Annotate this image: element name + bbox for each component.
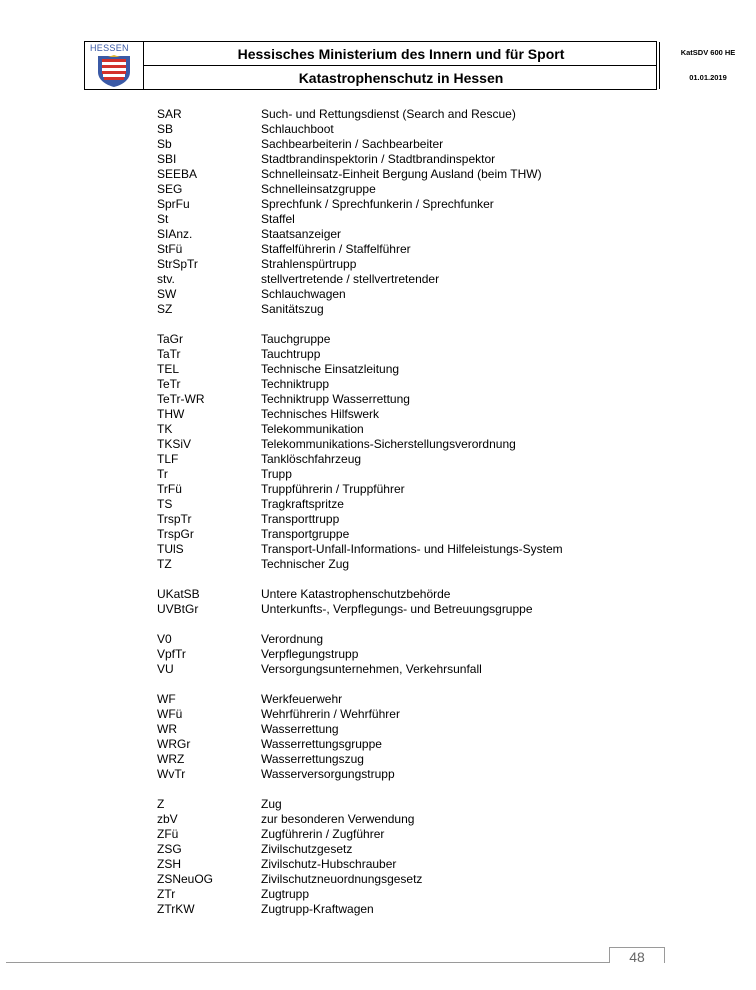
abbreviation-row (157, 377, 577, 392)
abbreviation-definition: stellvertretende / stellvertretender (261, 272, 440, 286)
abbreviation-row (157, 767, 577, 782)
abbreviation-term: TaTr (157, 347, 181, 361)
abbreviation-row (157, 122, 577, 137)
abbreviation-definition: Staffelführerin / Staffelführer (261, 242, 411, 256)
abbreviation-definition: Sanitätszug (261, 302, 324, 316)
abbreviation-term: WRGr (157, 737, 191, 751)
abbreviation-row (157, 347, 577, 362)
abbreviation-definition: zur besonderen Verwendung (261, 812, 415, 826)
abbreviation-definition: Stadtbrandinspektorin / Stadtbrandinspektor (261, 152, 496, 166)
abbreviation-definition: Untere Katastrophenschutzbehörde (261, 587, 451, 601)
abbreviation-row (157, 647, 577, 662)
abbreviation-definition: Wehrführerin / Wehrführer (261, 707, 400, 721)
abbreviation-row (157, 887, 577, 902)
abbreviation-term: VU (157, 662, 174, 676)
abbreviation-row (157, 452, 577, 467)
abbreviation-definition: Zug (261, 797, 282, 811)
abbreviation-definition: Technische Einsatzleitung (261, 362, 400, 376)
abbreviation-row (157, 752, 577, 767)
abbreviation-row (157, 542, 577, 557)
abbreviation-definition: Zugführerin / Zugführer (261, 827, 385, 841)
abbreviation-term: UKatSB (157, 587, 200, 601)
abbreviation-row (157, 287, 577, 302)
abbreviation-definition: Wasserversorgungstrupp (261, 767, 395, 781)
abbreviation-term: Sb (157, 137, 172, 151)
abbreviation-term: stv. (157, 272, 175, 286)
abbreviation-term: ZFü (157, 827, 179, 841)
abbreviation-row (157, 902, 577, 917)
abbreviation-row (157, 872, 577, 887)
abbreviation-definition: Strahlenspürtrupp (261, 257, 357, 271)
abbreviation-row (157, 707, 577, 722)
abbreviation-definition: Telekommunikation (261, 422, 364, 436)
abbreviation-definition: Schnelleinsatz-Einheit Bergung Ausland (beim THW) (261, 167, 542, 181)
abbreviation-definition: Tanklöschfahrzeug (261, 452, 362, 466)
page-number: 48 (629, 949, 645, 965)
abbreviation-row (157, 182, 577, 197)
abbreviation-list (157, 107, 577, 917)
abbreviation-term: WF (157, 692, 176, 706)
abbreviation-row (157, 212, 577, 227)
abbreviation-definition: Schlauchwagen (261, 287, 346, 301)
abbreviation-row (157, 827, 577, 842)
hessen-coat-of-arms-icon (94, 54, 134, 88)
abbreviation-term: WRZ (157, 752, 185, 766)
abbreviation-definition: Zivilschutz-Hubschrauber (261, 857, 397, 871)
group-spacer (157, 617, 577, 632)
abbreviation-row (157, 332, 577, 347)
abbreviation-row (157, 152, 577, 167)
abbreviation-row (157, 497, 577, 512)
abbreviation-row (157, 692, 577, 707)
abbreviation-definition: Zugtrupp (261, 887, 310, 901)
abbreviation-row (157, 587, 577, 602)
header-divider (143, 65, 656, 66)
abbreviation-row (157, 512, 577, 527)
abbreviation-term: SB (157, 122, 174, 136)
abbreviation-row (157, 437, 577, 452)
abbreviation-term: TrspGr (157, 527, 194, 541)
abbreviation-row (157, 137, 577, 152)
abbreviation-definition: Schlauchboot (261, 122, 334, 136)
abbreviation-row (157, 482, 577, 497)
abbreviation-term: Z (157, 797, 165, 811)
abbreviation-term: SprFu (157, 197, 190, 211)
abbreviation-row (157, 557, 577, 572)
group-spacer (157, 317, 577, 332)
group-spacer (157, 782, 577, 797)
abbreviation-row (157, 407, 577, 422)
abbreviation-term: WvTr (157, 767, 186, 781)
abbreviation-row (157, 422, 577, 437)
abbreviation-term: TZ (157, 557, 172, 571)
abbreviation-term: TEL (157, 362, 180, 376)
footer-rule (6, 962, 609, 963)
abbreviation-row (157, 737, 577, 752)
abbreviation-term: THW (157, 407, 185, 421)
abbreviation-term: SEEBA (157, 167, 198, 181)
abbreviation-term: TKSiV (157, 437, 192, 451)
abbreviation-term: V0 (157, 632, 172, 646)
abbreviation-row (157, 257, 577, 272)
abbreviation-term: SEG (157, 182, 183, 196)
abbreviation-term: St (157, 212, 169, 226)
abbreviation-term: StrSpTr (157, 257, 198, 271)
abbreviation-term: TeTr-WR (157, 392, 205, 406)
abbreviation-row (157, 812, 577, 827)
abbreviation-row (157, 632, 577, 647)
abbreviation-row (157, 602, 577, 617)
abbreviation-definition: Technisches Hilfswerk (261, 407, 380, 421)
abbreviation-row (157, 797, 577, 812)
abbreviation-term: SAR (157, 107, 182, 121)
abbreviation-row (157, 842, 577, 857)
abbreviation-definition: Technischer Zug (261, 557, 350, 571)
abbreviation-row (157, 167, 577, 182)
abbreviation-term: TS (157, 497, 173, 511)
hessen-logo-text: HESSEN (90, 43, 129, 53)
abbreviation-definition: Versorgungsunternehmen, Verkehrsunfall (261, 662, 482, 676)
abbreviation-definition: Sprechfunk / Sprechfunkerin / Sprechfunker (261, 197, 494, 211)
document-id: KatSDV 600 HE (680, 48, 736, 57)
abbreviation-definition: Zivilschutzneuordnungsgesetz (261, 872, 423, 886)
abbreviation-term: WFü (157, 707, 183, 721)
abbreviation-definition: Wasserrettungsgruppe (261, 737, 382, 751)
abbreviation-row (157, 857, 577, 872)
abbreviation-term: SW (157, 287, 177, 301)
abbreviation-row (157, 362, 577, 377)
abbreviation-definition: Telekommunikations-Sicherstellungsverordnung (261, 437, 516, 451)
ministry-title: Hessisches Ministerium des Innern und für Sport (237, 46, 565, 62)
abbreviation-term: UVBtGr (157, 602, 199, 616)
abbreviation-term: SIAnz. (157, 227, 193, 241)
abbreviation-term: SZ (157, 302, 173, 316)
abbreviation-definition: Verpflegungstrupp (261, 647, 359, 661)
abbreviation-definition: Werkfeuerwehr (261, 692, 343, 706)
abbreviation-definition: Wasserrettung (261, 722, 339, 736)
abbreviation-row (157, 272, 577, 287)
abbreviation-term: WR (157, 722, 177, 736)
abbreviation-definition: Transporttrupp (261, 512, 340, 526)
abbreviation-definition: Transportgruppe (261, 527, 350, 541)
abbreviation-definition: Techniktrupp (261, 377, 330, 391)
abbreviation-term: zbV (157, 812, 178, 826)
logo-cell (85, 42, 144, 89)
abbreviation-term: TrspTr (157, 512, 192, 526)
document-date: 01.01.2019 (689, 73, 727, 82)
abbreviation-term: TUlS (157, 542, 184, 556)
abbreviation-definition: Such- und Rettungsdienst (Search and Rescue) (261, 107, 516, 121)
abbreviation-definition: Unterkunfts-, Verpflegungs- und Betreuungsgruppe (261, 602, 533, 616)
abbreviation-definition: Techniktrupp Wasserrettung (261, 392, 410, 406)
abbreviation-term: TeTr (157, 377, 181, 391)
abbreviation-term: ZSNeuOG (157, 872, 214, 886)
abbreviation-definition: Transport-Unfall-Informations- und Hilfeleistungs-System (261, 542, 563, 556)
abbreviation-row (157, 392, 577, 407)
abbreviation-definition: Zivilschutzgesetz (261, 842, 353, 856)
document-header (84, 41, 736, 90)
abbreviation-term: ZSG (157, 842, 182, 856)
abbreviation-definition: Verordnung (261, 632, 324, 646)
abbreviation-row (157, 227, 577, 242)
abbreviation-term: ZTrKW (157, 902, 195, 916)
abbreviation-row (157, 302, 577, 317)
abbreviation-definition: Tragkraftspritze (261, 497, 344, 511)
abbreviation-row (157, 662, 577, 677)
abbreviation-term: TK (157, 422, 173, 436)
abbreviation-term: ZTr (157, 887, 176, 901)
abbreviation-term: TaGr (157, 332, 184, 346)
abbreviation-term: StFü (157, 242, 183, 256)
abbreviation-definition: Zugtrupp-Kraftwagen (261, 902, 374, 916)
group-spacer (157, 572, 577, 587)
abbreviation-row (157, 527, 577, 542)
abbreviation-term: ZSH (157, 857, 181, 871)
abbreviation-definition: Staatsanzeiger (261, 227, 342, 241)
abbreviation-term: Tr (157, 467, 168, 481)
abbreviation-row (157, 242, 577, 257)
abbreviation-definition: Tauchtrupp (261, 347, 321, 361)
abbreviation-row (157, 107, 577, 122)
document-subtitle: Katastrophenschutz in Hessen (298, 70, 504, 86)
abbreviation-definition: Schnelleinsatzgruppe (261, 182, 376, 196)
abbreviation-term: TrFü (157, 482, 182, 496)
abbreviation-row (157, 197, 577, 212)
group-spacer (157, 677, 577, 692)
abbreviation-definition: Sachbearbeiterin / Sachbearbeiter (261, 137, 444, 151)
abbreviation-term: SBI (157, 152, 177, 166)
abbreviation-definition: Trupp (261, 467, 292, 481)
abbreviation-definition: Tauchgruppe (261, 332, 331, 346)
abbreviation-definition: Truppführerin / Truppführer (261, 482, 405, 496)
abbreviation-row (157, 467, 577, 482)
abbreviation-definition: Wasserrettungszug (261, 752, 364, 766)
abbreviation-row (157, 722, 577, 737)
abbreviation-term: TLF (157, 452, 179, 466)
abbreviation-term: VpfTr (157, 647, 186, 661)
abbreviation-definition: Staffel (261, 212, 295, 226)
